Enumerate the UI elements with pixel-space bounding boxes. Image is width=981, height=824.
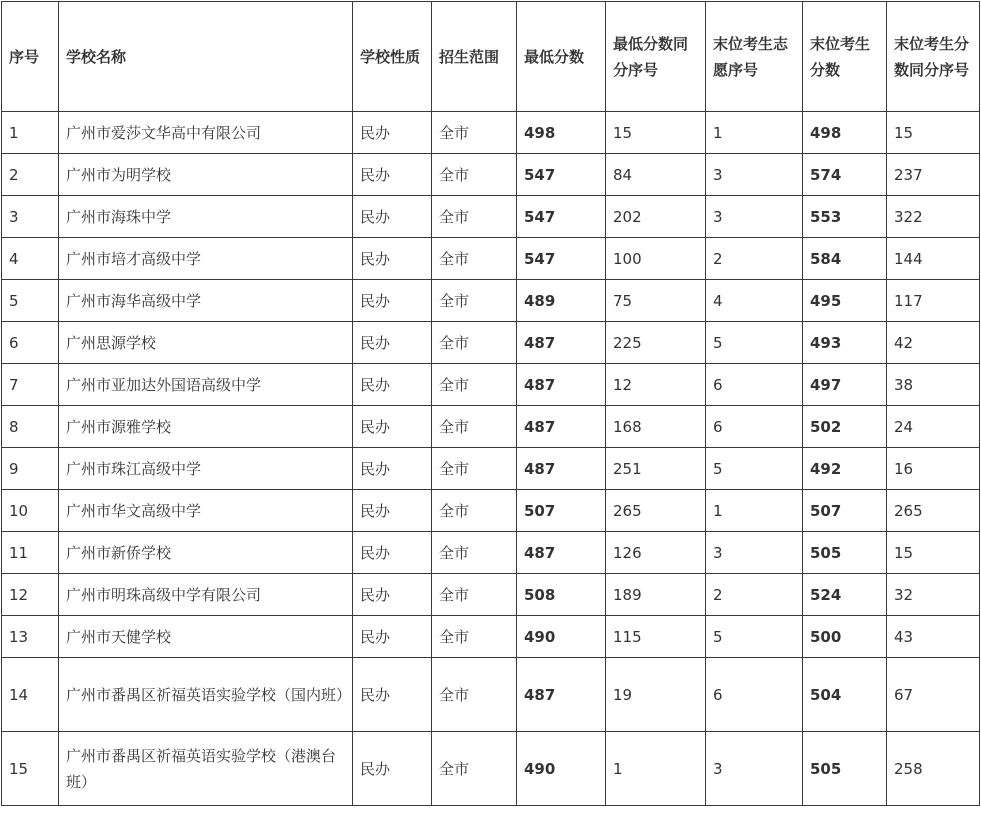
- table-row: [2, 154, 980, 196]
- cell-last-score-tie-no: 42: [887, 322, 980, 364]
- cell-no: 8: [2, 406, 59, 448]
- cell-no: 2: [2, 154, 59, 196]
- cell-min-score: 487: [517, 406, 606, 448]
- cell-last-score: 492: [803, 448, 887, 490]
- cell-enroll-scope: 全市: [432, 154, 517, 196]
- cell-last-score-tie-no: 32: [887, 574, 980, 616]
- header-last-score-tie-no: 末位考生分数同分序号: [887, 2, 980, 112]
- cell-enroll-scope: 全市: [432, 574, 517, 616]
- cell-school-type: 民办: [353, 238, 432, 280]
- header-school-type: 学校性质: [353, 2, 432, 112]
- cell-last-score: 495: [803, 280, 887, 322]
- cell-last-score-tie-no: 67: [887, 658, 980, 732]
- cell-min-score-tie-no: 100: [606, 238, 706, 280]
- cell-no: 9: [2, 448, 59, 490]
- cell-last-score-tie-no: 322: [887, 196, 980, 238]
- cell-last-pref-no: 2: [706, 238, 803, 280]
- cell-last-score: 507: [803, 490, 887, 532]
- cell-min-score: 487: [517, 658, 606, 732]
- cell-min-score-tie-no: 189: [606, 574, 706, 616]
- cell-min-score-tie-no: 1: [606, 732, 706, 806]
- cell-no: 14: [2, 658, 59, 732]
- cell-no: 11: [2, 532, 59, 574]
- cell-last-pref-no: 6: [706, 406, 803, 448]
- cell-min-score-tie-no: 12: [606, 364, 706, 406]
- cell-school-name: 广州市培才高级中学: [59, 238, 353, 280]
- header-school-name: 学校名称: [59, 2, 353, 112]
- cell-no: 13: [2, 616, 59, 658]
- cell-enroll-scope: 全市: [432, 490, 517, 532]
- header-enroll-scope: 招生范围: [432, 2, 517, 112]
- cell-last-pref-no: 5: [706, 322, 803, 364]
- cell-last-score: 505: [803, 732, 887, 806]
- cell-min-score-tie-no: 265: [606, 490, 706, 532]
- cell-school-name: 广州市海华高级中学: [59, 280, 353, 322]
- cell-last-pref-no: 3: [706, 732, 803, 806]
- cell-min-score: 487: [517, 532, 606, 574]
- cell-enroll-scope: 全市: [432, 322, 517, 364]
- cell-school-type: 民办: [353, 154, 432, 196]
- cell-school-name: 广州市为明学校: [59, 154, 353, 196]
- cell-school-type: 民办: [353, 364, 432, 406]
- cell-school-type: 民办: [353, 490, 432, 532]
- cell-no: 5: [2, 280, 59, 322]
- cell-school-name: 广州市珠江高级中学: [59, 448, 353, 490]
- cell-school-name: 广州市番禺区祈福英语实验学校（港澳台班）: [59, 732, 353, 806]
- cell-min-score-tie-no: 15: [606, 112, 706, 154]
- table-row: [2, 238, 980, 280]
- table-row: [2, 112, 980, 154]
- cell-last-pref-no: 3: [706, 532, 803, 574]
- table-row: [2, 532, 980, 574]
- cell-school-type: 民办: [353, 574, 432, 616]
- table-row: [2, 196, 980, 238]
- cell-last-score-tie-no: 43: [887, 616, 980, 658]
- header-min-score-tie-no: 最低分数同分序号: [606, 2, 706, 112]
- header-last-pref-no: 末位考生志愿序号: [706, 2, 803, 112]
- cell-enroll-scope: 全市: [432, 658, 517, 732]
- cell-school-name: 广州市天健学校: [59, 616, 353, 658]
- cell-no: 7: [2, 364, 59, 406]
- cell-school-type: 民办: [353, 280, 432, 322]
- cell-school-type: 民办: [353, 322, 432, 364]
- cell-no: 6: [2, 322, 59, 364]
- cell-no: 1: [2, 112, 59, 154]
- cell-last-pref-no: 1: [706, 490, 803, 532]
- cell-last-pref-no: 3: [706, 154, 803, 196]
- table-row: [2, 490, 980, 532]
- cell-no: 10: [2, 490, 59, 532]
- cell-enroll-scope: 全市: [432, 448, 517, 490]
- cell-no: 12: [2, 574, 59, 616]
- cell-last-pref-no: 6: [706, 364, 803, 406]
- cell-school-name: 广州市爱莎文华高中有限公司: [59, 112, 353, 154]
- cell-enroll-scope: 全市: [432, 238, 517, 280]
- cell-last-score-tie-no: 144: [887, 238, 980, 280]
- cell-school-name: 广州市海珠中学: [59, 196, 353, 238]
- cell-last-pref-no: 4: [706, 280, 803, 322]
- cell-school-name: 广州市明珠高级中学有限公司: [59, 574, 353, 616]
- cell-school-name: 广州市番禺区祈福英语实验学校（国内班）: [59, 658, 353, 732]
- cell-min-score: 547: [517, 238, 606, 280]
- cell-min-score: 507: [517, 490, 606, 532]
- table-row: [2, 616, 980, 658]
- cell-school-type: 民办: [353, 532, 432, 574]
- cell-min-score: 487: [517, 448, 606, 490]
- cell-last-score: 505: [803, 532, 887, 574]
- cell-school-type: 民办: [353, 112, 432, 154]
- cell-enroll-scope: 全市: [432, 406, 517, 448]
- cell-enroll-scope: 全市: [432, 616, 517, 658]
- cell-last-pref-no: 5: [706, 616, 803, 658]
- cell-min-score: 489: [517, 280, 606, 322]
- cell-min-score-tie-no: 168: [606, 406, 706, 448]
- cell-school-type: 民办: [353, 616, 432, 658]
- cell-last-score: 504: [803, 658, 887, 732]
- cell-min-score: 487: [517, 364, 606, 406]
- cell-enroll-scope: 全市: [432, 364, 517, 406]
- cell-min-score: 487: [517, 322, 606, 364]
- cell-last-score: 500: [803, 616, 887, 658]
- cell-enroll-scope: 全市: [432, 532, 517, 574]
- cell-school-name: 广州市华文高级中学: [59, 490, 353, 532]
- cell-last-score-tie-no: 117: [887, 280, 980, 322]
- cell-min-score-tie-no: 19: [606, 658, 706, 732]
- cell-last-score: 497: [803, 364, 887, 406]
- header-min-score: 最低分数: [517, 2, 606, 112]
- table-row: [2, 280, 980, 322]
- header-last-score: 末位考生分数: [803, 2, 887, 112]
- cell-last-pref-no: 3: [706, 196, 803, 238]
- cell-min-score: 490: [517, 732, 606, 806]
- header-no: 序号: [2, 2, 59, 112]
- cell-min-score: 508: [517, 574, 606, 616]
- cell-last-score: 553: [803, 196, 887, 238]
- table-header-row: [2, 2, 980, 112]
- cell-last-score: 493: [803, 322, 887, 364]
- cell-school-name: 广州市源雅学校: [59, 406, 353, 448]
- cell-min-score-tie-no: 84: [606, 154, 706, 196]
- cell-last-score-tie-no: 258: [887, 732, 980, 806]
- table-row: [2, 574, 980, 616]
- cell-school-type: 民办: [353, 448, 432, 490]
- admission-score-table: [1, 1, 980, 806]
- cell-last-score-tie-no: 38: [887, 364, 980, 406]
- cell-last-pref-no: 5: [706, 448, 803, 490]
- cell-last-score-tie-no: 16: [887, 448, 980, 490]
- cell-no: 15: [2, 732, 59, 806]
- cell-last-pref-no: 6: [706, 658, 803, 732]
- cell-min-score-tie-no: 115: [606, 616, 706, 658]
- cell-min-score: 490: [517, 616, 606, 658]
- cell-enroll-scope: 全市: [432, 280, 517, 322]
- cell-last-score-tie-no: 15: [887, 532, 980, 574]
- cell-last-pref-no: 2: [706, 574, 803, 616]
- table-row: [2, 406, 980, 448]
- cell-last-score: 584: [803, 238, 887, 280]
- cell-min-score: 547: [517, 196, 606, 238]
- cell-last-score: 502: [803, 406, 887, 448]
- table-row: [2, 364, 980, 406]
- cell-last-score-tie-no: 265: [887, 490, 980, 532]
- cell-min-score-tie-no: 126: [606, 532, 706, 574]
- cell-enroll-scope: 全市: [432, 112, 517, 154]
- table-row: [2, 732, 980, 806]
- cell-last-score: 574: [803, 154, 887, 196]
- cell-last-score: 524: [803, 574, 887, 616]
- cell-no: 4: [2, 238, 59, 280]
- cell-min-score-tie-no: 251: [606, 448, 706, 490]
- cell-last-pref-no: 1: [706, 112, 803, 154]
- cell-last-score-tie-no: 237: [887, 154, 980, 196]
- cell-school-name: 广州市亚加达外国语高级中学: [59, 364, 353, 406]
- cell-enroll-scope: 全市: [432, 196, 517, 238]
- cell-min-score-tie-no: 75: [606, 280, 706, 322]
- cell-school-type: 民办: [353, 658, 432, 732]
- cell-last-score-tie-no: 15: [887, 112, 980, 154]
- cell-last-score-tie-no: 24: [887, 406, 980, 448]
- table-row: [2, 448, 980, 490]
- cell-no: 3: [2, 196, 59, 238]
- cell-min-score: 498: [517, 112, 606, 154]
- table-body: [2, 112, 980, 806]
- cell-school-name: 广州市新侨学校: [59, 532, 353, 574]
- cell-min-score: 547: [517, 154, 606, 196]
- cell-school-type: 民办: [353, 732, 432, 806]
- cell-last-score: 498: [803, 112, 887, 154]
- cell-min-score-tie-no: 202: [606, 196, 706, 238]
- cell-enroll-scope: 全市: [432, 732, 517, 806]
- table-row: [2, 658, 980, 732]
- cell-school-name: 广州思源学校: [59, 322, 353, 364]
- cell-school-type: 民办: [353, 406, 432, 448]
- cell-school-type: 民办: [353, 196, 432, 238]
- cell-min-score-tie-no: 225: [606, 322, 706, 364]
- table-row: [2, 322, 980, 364]
